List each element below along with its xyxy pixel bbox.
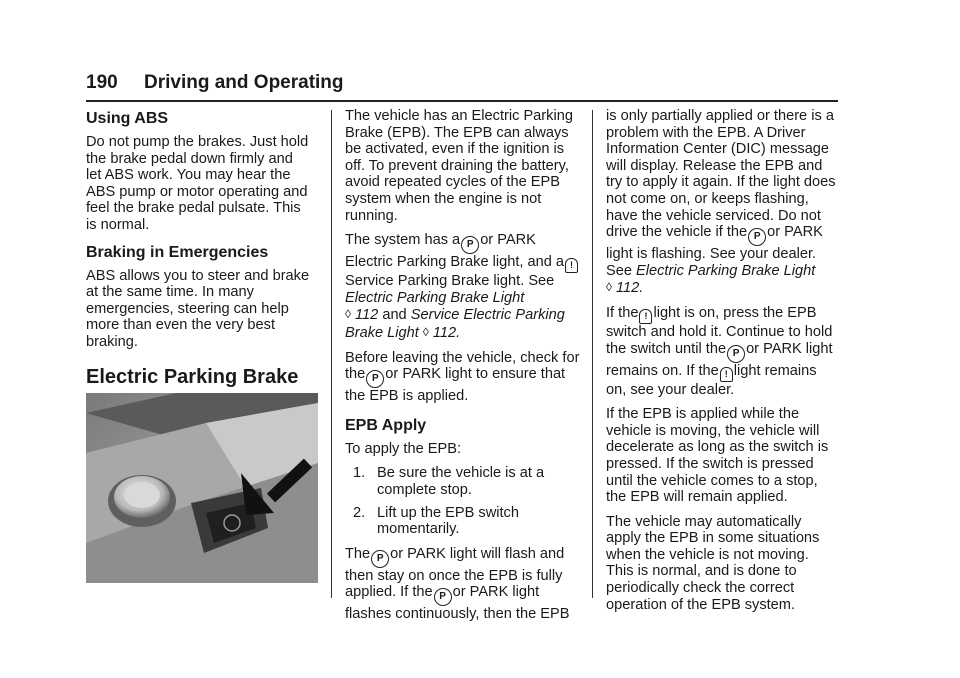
using-abs-heading: Using ABS	[86, 110, 169, 127]
page-ref-112[interactable]: 112	[355, 307, 379, 324]
page-ref-112[interactable]: 112.	[616, 280, 644, 297]
moving-apply-text: If the EPB is applied while the vehicle is moving, the vehicle will decelerate as long as the switch is pressed. If the switch is pressed until the vehicle comes to a stop, the EPB will remain applied.	[606, 406, 829, 506]
column-2	[345, 108, 585, 631]
column-divider	[331, 110, 332, 598]
page-ref-112[interactable]: 112.	[432, 324, 461, 341]
service-light-text: If the ! light is on, press the EPB switch and hold it. Continue to hold the switch until the P or PARK light remains on. If the ! light remains on, see your dealer.	[606, 304, 833, 398]
column-divider	[592, 110, 593, 598]
column-3	[606, 108, 840, 621]
park-brake-icon: P	[461, 236, 479, 254]
epb-lights-text: The system has a P or PARK Electric Parking Brake light, and a ! Service Parking Brake light. See Electric Parking Brake Light ◊ 112 and Service Electric Parking Brake Light ◊ 112.	[345, 232, 585, 341]
braking-emergencies-text: ABS allows you to steer and brake at the same time. In many emergencies, steering can help more than even the very best braking.	[86, 267, 310, 350]
park-light-flash-text: The P or PARK light will flash and then stay on once the EPB is fully applied. If the P or PARK light flashes continuously, then the EPB	[345, 545, 570, 623]
apply-intro: To apply the EPB:	[345, 440, 462, 457]
column-1	[86, 108, 311, 399]
epb-apply-heading: EPB Apply	[345, 416, 427, 434]
park-brake-icon: P	[748, 228, 766, 246]
apply-steps-list	[345, 465, 585, 537]
before-leaving-text: Before leaving the vehicle, check for the P or PARK light to ensure that the EPB is applied.	[345, 349, 580, 405]
partial-apply-text: is only partially applied or there is a problem with the EPB. A Driver Information Center (DIC) message will display. Release the EPB and try to apply it again. If the light does not come on, or keeps flashing, have the vehicle serviced. Do not drive the vehicle if the P or PARK light is flashing. See your dealer. See Electric Parking Brake Light ◊ 112.	[606, 108, 836, 297]
service-brake-icon: !	[720, 367, 733, 382]
using-abs-text: Do not pump the brakes. Just hold the brake pedal down firmly and let ABS work. You may hear the ABS pump or motor operating and feel the brake pedal pulsate. This is normal.	[86, 134, 309, 233]
service-brake-icon: !	[639, 309, 652, 324]
epb-heading: Electric Parking Brake	[86, 365, 299, 388]
epb-switch-illustration	[86, 393, 318, 583]
park-brake-icon: P	[727, 345, 745, 363]
park-brake-icon: P	[366, 370, 384, 388]
epb-intro-text: The vehicle has an Electric Parking Brake (EPB). The EPB can always be activated, even if the ignition is off. To prevent draining the battery, avoid repeated cycles of the EPB system when the engine is not running.	[345, 108, 573, 224]
page-ref-icon: ◊	[606, 280, 612, 295]
service-brake-icon: !	[565, 258, 578, 273]
list-item: 2. Lift up the EPB switch momentarily.	[353, 504, 519, 538]
braking-emergencies-heading: Braking in Emergencies	[86, 243, 269, 261]
park-brake-icon: P	[371, 550, 389, 568]
page-header	[86, 70, 838, 102]
page-ref-icon: ◊	[422, 324, 429, 339]
ref-epb-light-link[interactable]: Electric Parking Brake Light	[636, 262, 816, 279]
ref-service-epb-light-link[interactable]: Service Electric Parking Brake Light	[345, 307, 565, 341]
section-title: Driving and Operating	[144, 72, 344, 93]
list-item: 1. Be sure the vehicle is at a complete stop.	[353, 465, 545, 498]
ref-epb-light-link[interactable]: Electric Parking Brake Light	[345, 289, 525, 306]
page-ref-icon: ◊	[345, 307, 351, 322]
park-brake-icon: P	[434, 588, 452, 606]
page-number: 190	[86, 72, 118, 93]
epb-switch-photo	[86, 393, 318, 583]
auto-apply-text: The vehicle may automatically apply the EPB in some situations when the vehicle is not moving. This is normal, and is done to periodically check the correct operation of the EPB system.	[606, 513, 820, 613]
